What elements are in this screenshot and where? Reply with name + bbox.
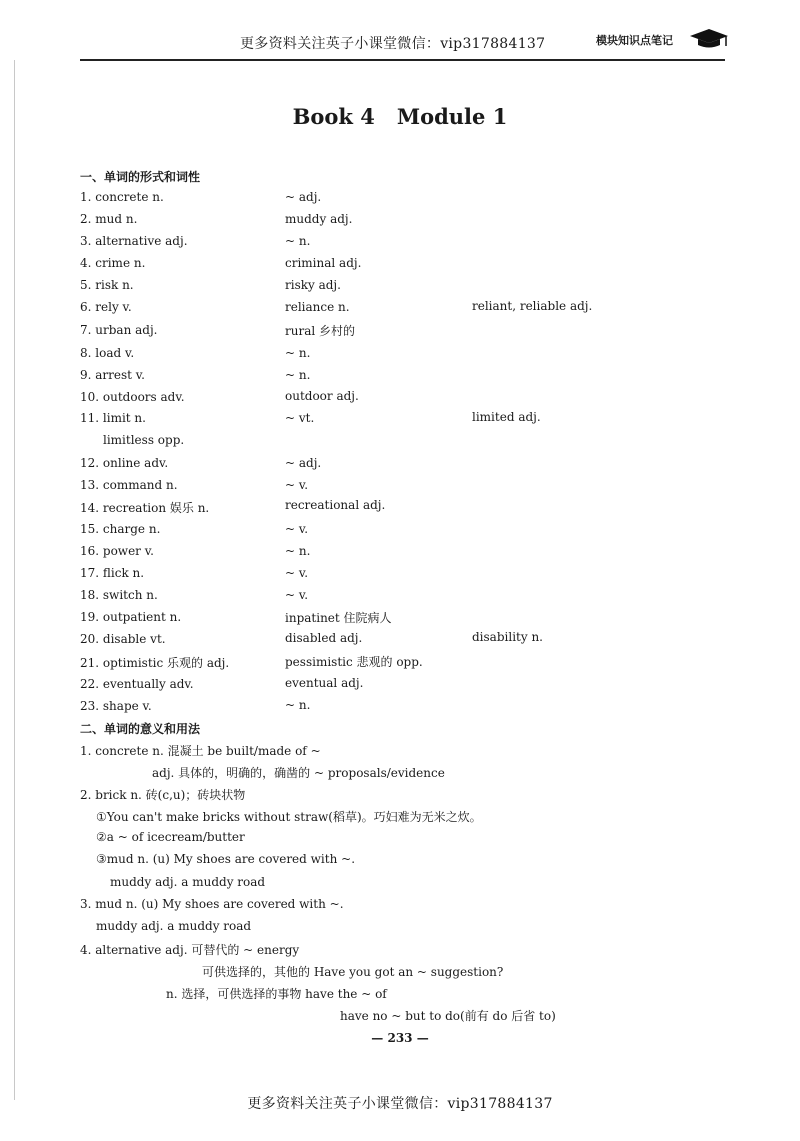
usage-line: muddy adj. a muddy road [96, 919, 252, 933]
word-row-c: disability n. [472, 630, 543, 644]
usage-line: 4. alternative adj. 可替代的 ~ energy [80, 943, 300, 957]
word-row-c: limited adj. [472, 410, 541, 424]
word-row-a: 19. outpatient n. [80, 610, 182, 624]
word-row-a: 2. mud n. [80, 212, 138, 226]
word-row-a: 22. eventually adv. [80, 677, 194, 691]
header-promo: 更多资料关注英子小课堂微信：vip317884137 [240, 36, 546, 52]
section-heading-forms: 一、单词的形式和词性 [80, 170, 201, 184]
word-row-b: ~ adj. [285, 456, 322, 470]
word-row-a: 4. crime n. [80, 256, 146, 270]
word-row-b: ~ n. [285, 698, 311, 712]
word-row-a: 1. concrete n. [80, 190, 164, 204]
word-row-b: disabled adj. [285, 631, 363, 645]
word-row-b: ~ n. [285, 368, 311, 382]
scan-edge-line [14, 60, 15, 1100]
word-row-a: 11. limit n. [80, 411, 146, 425]
word-row-a: 20. disable vt. [80, 632, 166, 646]
word-row-b: ~ n. [285, 544, 311, 558]
word-row-b: ~ adj. [285, 190, 322, 204]
footer-promo: 更多资料关注英子小课堂微信：vip317884137 [247, 1096, 553, 1112]
usage-line: muddy adj. a muddy road [110, 875, 266, 889]
word-row-b: ~ n. [285, 234, 311, 248]
word-row-b: rural 乡村的 [285, 324, 356, 338]
word-row-a: 21. optimistic 乐观的 adj. [80, 656, 230, 670]
word-row-b: outdoor adj. [285, 389, 359, 403]
word-row-a: 7. urban adj. [80, 323, 158, 337]
header-section-label: 模块知识点笔记 [596, 34, 673, 47]
usage-line: ③mud n. (u) My shoes are covered with ~. [96, 852, 356, 866]
word-row-c: reliant, reliable adj. [472, 299, 593, 313]
word-row-b: ~ v. [285, 566, 309, 580]
word-row-a: 23. shape v. [80, 699, 152, 713]
usage-line: n. 选择，可供选择的事物 have the ~ of [166, 987, 387, 1001]
word-row-b: pessimistic 悲观的 opp. [285, 655, 423, 669]
word-row-b: risky adj. [285, 278, 341, 292]
usage-line: 可供选择的，其他的 Have you got an ~ suggestion? [202, 965, 504, 979]
usage-line: ①You can't make bricks without straw(稻草)。巧妇难为无米之炊。 [96, 810, 482, 824]
page-number: — 233 — [371, 1031, 429, 1045]
word-row-b: ~ v. [285, 588, 309, 602]
word-row-b: criminal adj. [285, 256, 362, 270]
word-row-b: muddy adj. [285, 212, 353, 226]
word-row-b: reliance n. [285, 300, 350, 314]
usage-line: adj. 具体的，明确的，确凿的 ~ proposals/evidence [152, 766, 445, 780]
word-row-a: 18. switch n. [80, 588, 158, 602]
usage-line: ②a ~ of icecream/butter [96, 830, 245, 844]
word-row-b: recreational adj. [285, 498, 386, 512]
graduation-cap-icon [688, 26, 730, 50]
usage-line: 1. concrete n. 混凝土 be built/made of ~ [80, 744, 321, 758]
word-row-b: inpatinet 住院病人 [285, 611, 392, 625]
word-row-a: 16. power v. [80, 544, 154, 558]
page-title: Book 4 Module 1 [292, 104, 508, 129]
word-row-a: 10. outdoors adv. [80, 390, 185, 404]
word-row-b: ~ vt. [285, 411, 315, 425]
word-row-a: 6. rely v. [80, 300, 132, 314]
word-row-a: 9. arrest v. [80, 368, 145, 382]
word-row-a: 17. flick n. [80, 566, 145, 580]
word-row-a: 15. charge n. [80, 522, 161, 536]
word-row-a: 8. load v. [80, 346, 135, 360]
word-row-a: limitless opp. [103, 433, 185, 447]
word-row-b: ~ v. [285, 478, 309, 492]
header-rule [80, 59, 725, 61]
usage-line: 3. mud n. (u) My shoes are covered with ~. [80, 897, 344, 911]
word-row-a: 5. risk n. [80, 278, 134, 292]
word-row-a: 12. online adv. [80, 456, 169, 470]
usage-line: 2. brick n. 砖(c,u)；砖块状物 [80, 788, 246, 802]
word-row-a: 3. alternative adj. [80, 234, 188, 248]
word-row-a: 13. command n. [80, 478, 178, 492]
word-row-b: eventual adj. [285, 676, 364, 690]
word-row-a: 14. recreation 娱乐 n. [80, 501, 210, 515]
usage-line: have no ~ but to do(前有 do 后省 to) [340, 1009, 556, 1023]
word-row-b: ~ v. [285, 522, 309, 536]
section-heading-usage: 二、单词的意义和用法 [80, 722, 201, 736]
word-row-b: ~ n. [285, 346, 311, 360]
